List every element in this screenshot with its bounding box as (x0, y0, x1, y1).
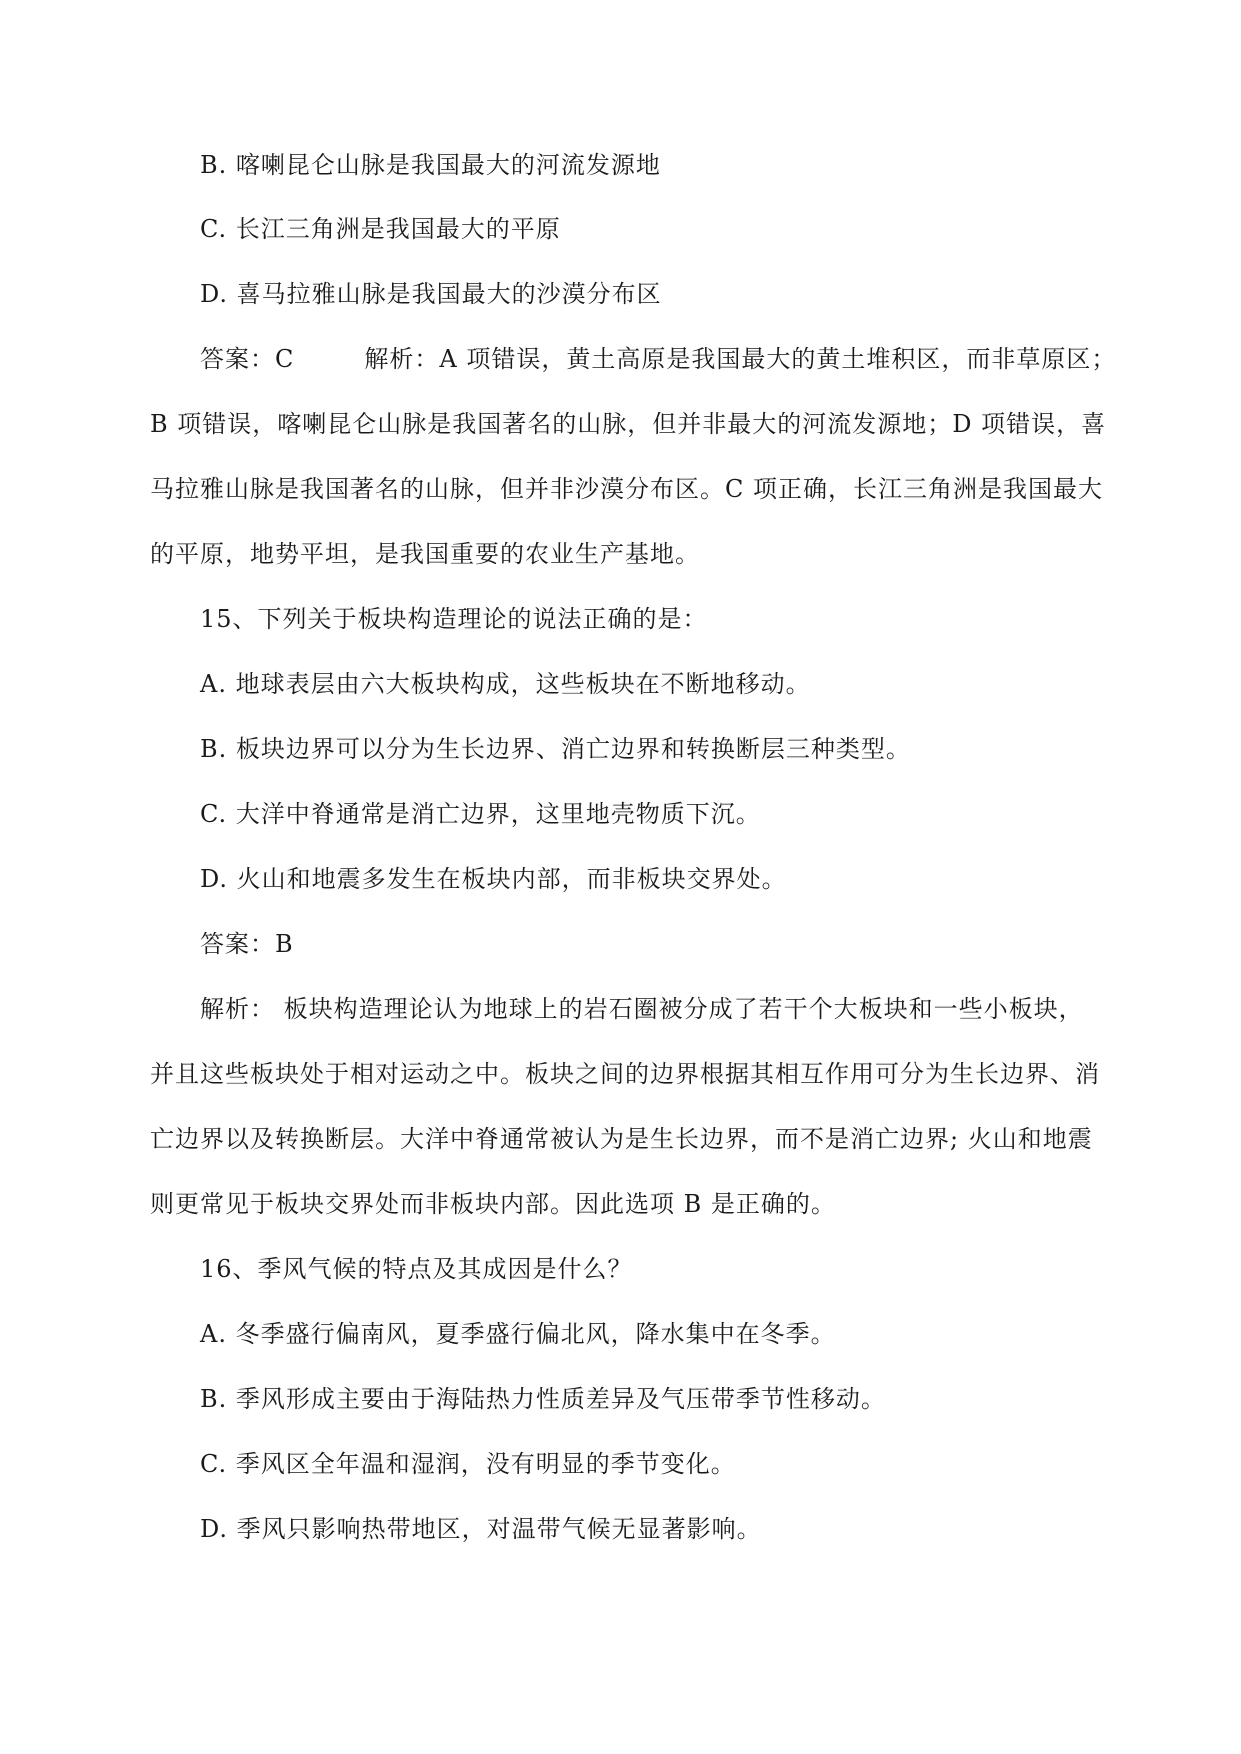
q15-option-b: B. 板块边界可以分为生长边界、消亡边界和转换断层三种类型。 (200, 735, 911, 763)
q14-explanation-line4: 的平原，地势平坦，是我国重要的农业生产基地。 (150, 540, 700, 568)
q15-explanation-line3: 亡边界以及转换断层。大洋中脊通常被认为是生长边界，而不是消亡边界; 火山和地震 (150, 1125, 1093, 1153)
q14-option-b: B. 喀喇昆仑山脉是我国最大的河流发源地 (200, 151, 661, 179)
q14-option-c: C. 长江三角洲是我国最大的平原 (200, 215, 561, 243)
q16-option-a: A. 冬季盛行偏南风，夏季盛行偏北风，降水集中在冬季。 (200, 1320, 836, 1348)
q14-answer-row (200, 344, 1116, 374)
q16-question: 16、季风气候的特点及其成因是什么？ (200, 1255, 633, 1283)
q15-option-a: A. 地球表层由六大板块构成，这些板块在不断地移动。 (200, 670, 811, 698)
q15-question: 15、下列关于板块构造理论的说法正确的是： (200, 605, 708, 633)
q15-explanation-line2: 并且这些板块处于相对运动之中。板块之间的边界根据其相互作用可分为生长边界、消 (150, 1060, 1100, 1088)
q15-option-d: D. 火山和地震多发生在板块内部，而非板块交界处。 (200, 865, 787, 893)
q14-explanation-line2: B 项错误，喀喇昆仑山脉是我国著名的山脉，但并非最大的河流发源地；D 项错误，喜 (150, 410, 1107, 438)
q14-explanation-line1: 解析：A 项错误，黄土高原是我国最大的黄土堆积区，而非草原区； (364, 345, 1117, 373)
q15-answer: 答案：B (200, 930, 294, 958)
q16-option-d: D. 季风只影响热带地区，对温带气候无显著影响。 (200, 1515, 762, 1543)
q14-option-d: D. 喜马拉雅山脉是我国最大的沙漠分布区 (200, 280, 662, 308)
q14-explanation-line3: 马拉雅山脉是我国著名的山脉，但并非沙漠分布区。C 项正确，长江三角洲是我国最大 (150, 475, 1103, 503)
q16-option-b: B. 季风形成主要由于海陆热力性质差异及气压带季节性移动。 (200, 1385, 886, 1413)
q15-explanation-line4: 则更常见于板块交界处而非板块内部。因此选项 B 是正确的。 (150, 1190, 836, 1218)
q16-option-c: C. 季风区全年温和湿润，没有明显的季节变化。 (200, 1450, 736, 1478)
q14-answer: 答案：C (200, 345, 295, 373)
q15-option-c: C. 大洋中脊通常是消亡边界，这里地壳物质下沉。 (200, 800, 761, 828)
q15-explanation-line1: 解析： 板块构造理论认为地球上的岩石圈被分成了若干个大板块和一些小板块， (200, 995, 1084, 1023)
